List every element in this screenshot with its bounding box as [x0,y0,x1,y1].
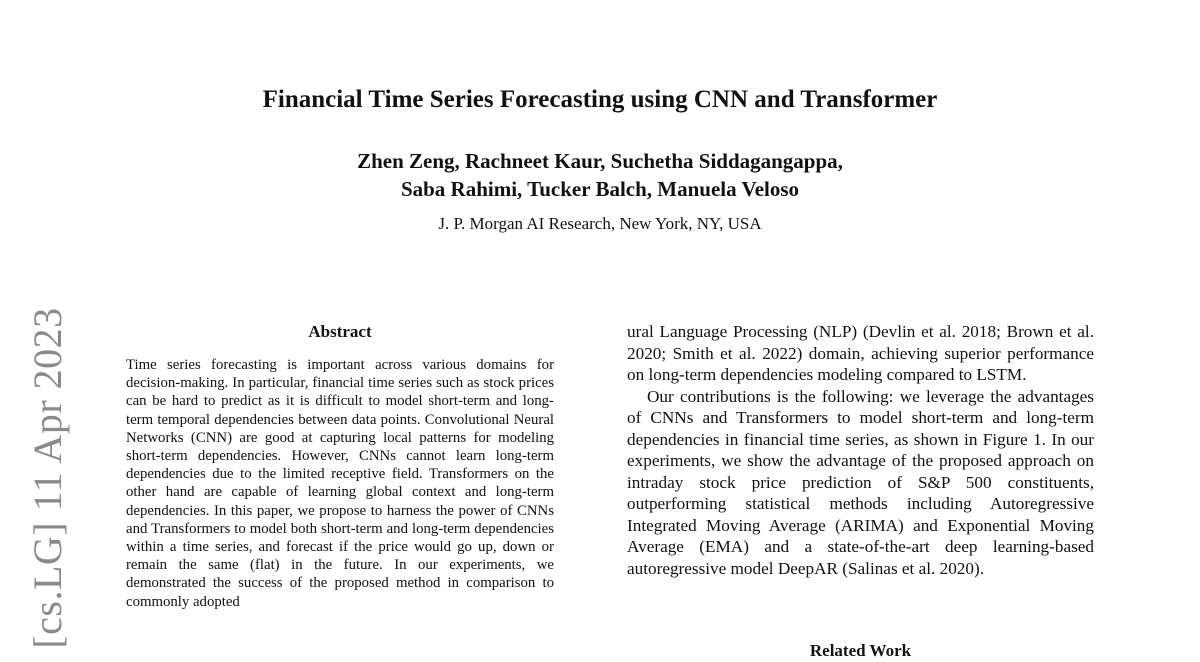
right-column [627,321,1094,579]
author-line-2: Saba Rahimi, Tucker Balch, Manuela Veloso [400,177,800,201]
affiliation: J. P. Morgan AI Research, New York, NY, USA [438,214,762,233]
related-work-heading: Related Work [809,641,912,660]
contributions-paragraph: Our contributions is the following: we leverage the advantages of CNNs and Transformers to model short-term and long-term dependencies in financial time series, as shown in Figure 1. In our experiments, we show the advantage of the proposed approach on intraday stock price prediction of S&P 500 constituents, outperforming statistical methods including Autoregressive Integrated Moving Average (ARIMA) and Exponential Moving Average (EMA) and a state-of-the-art deep learning-based autoregressive model DeepAR (Salinas et al. 2020). [627,386,1094,578]
paper-title: Financial Time Series Forecasting using CNN and Transformer [262,86,938,113]
arxiv-stamp: [cs.LG] 11 Apr 2023 [25,307,70,649]
abstract-body: Time series forecasting is important across various domains for decision-making. In particular, financial time series such as stock prices can be hard to predict as it is difficult to model short-term and long-term temporal dependencies between data points. Convolutional Neural Networks (CNN) are good at capturing local patterns for modeling short-term dependencies. However, CNNs cannot learn long-term dependencies due to the limited receptive field. Transformers on the other hand are capable of learning global context and long-term dependencies. In this paper, we propose to harness the power of CNNs and Transformers to model both short-term and long-term dependencies within a time series, and forecast if the price would go up, down or remain the same (flat) in the future. In our experiments, we demonstrated the success of the proposed method in comparison to commonly adopted [126,357,554,610]
abstract-heading: Abstract [308,322,372,341]
author-line-1: Zhen Zeng, Rachneet Kaur, Suchetha Siddagangappa, [357,149,843,173]
intro-paragraph-continued: ural Language Processing (NLP) (Devlin et al. 2018; Brown et al. 2020; Smith et al. 2022) domain, achieving superior performance on long-term dependencies modeling compared to LSTM. [627,322,1094,384]
author-list [0,147,1200,203]
